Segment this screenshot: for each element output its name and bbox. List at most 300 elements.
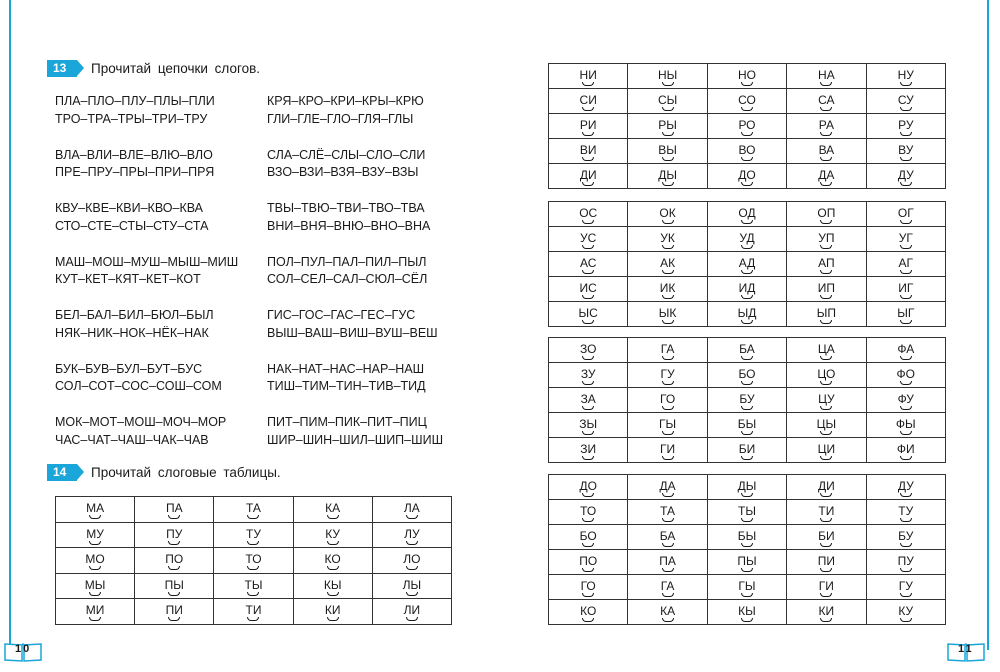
table-row [549,252,946,277]
syllable: ВА [819,144,835,161]
chain-pair [55,307,267,361]
syllable-cell [787,302,866,327]
syllable: РИ [580,119,597,136]
syllable: ОД [738,207,755,224]
syllable: ДУ [898,169,914,186]
syllable-cell [866,525,945,550]
syllable-cell [135,599,214,625]
syllable-cell [372,599,451,625]
syllable-cell [787,413,866,438]
chain-line: ТВЫ–ТВЮ–ТВИ–ТВО–ТВА [267,201,425,215]
syllable-cell [866,388,945,413]
syllable-cell [628,475,707,500]
chain-pair [55,200,267,254]
table-row [549,388,946,413]
syllable-cell [549,438,628,463]
syllable-cell [293,522,372,548]
syllable: ТО [580,505,596,522]
syllable-cell [549,139,628,164]
syllable: СА [818,94,834,111]
table-row [549,89,946,114]
syllable-cell [628,227,707,252]
syllable-cell [707,525,786,550]
chain-pair [267,254,467,308]
syllable: ДО [579,480,596,497]
syllable: ИГ [898,282,913,299]
syllable-cell [628,388,707,413]
syllable: ЦЫ [817,418,837,435]
table-row [549,277,946,302]
syllable: РУ [898,119,913,136]
syllable-cell [628,302,707,327]
chain-line: ВЛА–ВЛИ–ВЛЕ–ВЛЮ–ВЛО [55,147,213,162]
syllable: БО [738,368,755,385]
syllable: КЫ [738,605,756,622]
syllable: ДЫ [658,169,677,186]
syllable-cell [549,277,628,302]
syllable-cell [787,363,866,388]
table-row [56,599,452,625]
syllable-table-right-2 [548,201,946,327]
syllable: ОП [817,207,835,224]
syllable: РА [819,119,834,136]
syllable-cell [549,575,628,600]
syllable-cell [787,338,866,363]
syllable: КА [660,605,675,622]
syllable-cell [135,497,214,523]
syllable: МО [85,553,104,570]
syllable: БИ [818,530,835,547]
syllable: ИП [818,282,835,299]
syllable: ПУ [898,555,914,572]
syllable: ЗА [581,393,596,410]
chain-pair [55,147,267,201]
syllable: КЫ [324,579,342,596]
syllable-cell [56,522,135,548]
syllable: ЫД [738,307,757,324]
syllable: КИ [325,604,341,621]
syllable-table-right-1 [548,63,946,189]
syllable: ДУ [898,480,914,497]
syllable: ЫГ [897,307,914,324]
syllable-cell [135,548,214,574]
syllable-cell [866,363,945,388]
syllable-cell [214,497,293,523]
chain-line: БЕЛ–БАЛ–БИЛ–БЮЛ–БЫЛ [55,308,214,322]
right-margin-line [987,0,989,650]
syllable: ЦИ [818,443,836,460]
syllable: ТЫ [738,505,756,522]
syllable-cell [707,164,786,189]
syllable-cell [866,575,945,600]
syllable: КО [325,553,341,570]
syllable-cell [628,89,707,114]
syllable-cell [549,363,628,388]
syllable-cell [866,227,945,252]
chain-pair [55,361,267,415]
syllable-cell [628,114,707,139]
syllable: ГА [661,343,675,360]
syllable: ПИ [818,555,835,572]
syllable-cell [628,363,707,388]
syllable: ЦУ [818,393,835,410]
syllable: УГ [899,232,913,249]
table-row [549,500,946,525]
syllable: ДА [818,169,834,186]
table-row [549,413,946,438]
syllable: ЗЫ [579,418,597,435]
chain-line: ВНИ–ВНЯ–ВНЮ–ВНО–ВНА [267,218,431,233]
chain-line: МОК–МОТ–МОШ–МОЧ–МОР [55,415,227,429]
syllable-cell [549,525,628,550]
syllable-cell [549,302,628,327]
syllable-cell [787,575,866,600]
syllable: МУ [86,528,104,545]
chain-line: СОЛ–СОТ–СОС–СОШ–СОМ [55,379,222,393]
syllable: ВУ [898,144,913,161]
syllable-cell [549,500,628,525]
syllable-cell [293,548,372,574]
table-row [549,438,946,463]
syllable: ЛО [403,553,420,570]
chain-line: ВЫШ–ВАШ–ВИШ–ВУШ–ВЕШ [267,325,438,340]
syllable-cell [135,573,214,599]
syllable-cell [549,338,628,363]
chain-line: ЧАС–ЧАТ–ЧАШ–ЧАК–ЧАВ [55,432,209,447]
syllable-cell [787,550,866,575]
table-row [549,338,946,363]
syllable: НЫ [658,69,677,86]
syllable-table-right-3 [548,337,946,463]
syllable: УК [660,232,675,249]
syllable: ЫК [659,307,677,324]
syllable: ВО [739,144,756,161]
syllable-cell [56,599,135,625]
syllable: ГЫ [659,418,676,435]
table-row [549,227,946,252]
syllable: ТЫ [244,579,262,596]
syllable: ИД [739,282,756,299]
table-row [549,600,946,625]
syllable: ГИ [819,580,834,597]
syllable: БУ [739,393,754,410]
syllable: НО [738,69,756,86]
syllable-cell [866,277,945,302]
syllable: РЫ [658,119,677,136]
chain-line: НАК–НАТ–НАС–НАР–НАШ [267,361,425,376]
task-13-instruction: Прочитай цепочки слогов. [91,61,261,76]
syllable-cell [707,475,786,500]
syllable: ЛИ [404,604,421,621]
syllable: УД [739,232,754,249]
syllable-cell [214,548,293,574]
syllable-cell [787,202,866,227]
syllable: ГО [660,393,675,410]
syllable: ТА [246,502,261,519]
syllable-cell [628,600,707,625]
syllable: ЦО [817,368,835,385]
syllable: ТУ [246,528,261,545]
syllable-cell [293,599,372,625]
page-number-left [3,640,43,662]
syllable: ВИ [580,144,597,161]
syllable-cell [549,388,628,413]
syllable-cell [549,64,628,89]
task-14-header [47,464,281,481]
chain-pair [267,147,467,201]
syllable-cell [707,302,786,327]
chain-line: ГИС–ГОС–ГАС–ГЕС–ГУС [267,308,416,322]
syllable: ОК [659,207,675,224]
syllable-cell [628,277,707,302]
syllable-cell [866,139,945,164]
task-14-instruction: Прочитай слоговые таблицы. [91,465,281,480]
syllable-cell [214,573,293,599]
chain-line: ПОЛ–ПУЛ–ПАЛ–ПИЛ–ПЫЛ [267,254,427,269]
task-13-badge: 13 [47,60,77,77]
page-number-left-text: 10 [15,643,32,655]
chain-pair [267,361,467,415]
syllable: ВЫ [658,144,677,161]
syllable-cell [628,525,707,550]
syllable: ЛА [404,502,420,519]
chain-line: КРЯ–КРО–КРИ–КРЫ–КРЮ [267,94,424,108]
syllable-cell [787,277,866,302]
syllable-cell [787,438,866,463]
syllable-cell [549,89,628,114]
syllable-cell [549,114,628,139]
table-row [549,475,946,500]
chain-pair [267,200,467,254]
syllable-table-task14 [55,496,452,625]
chain-line: КУТ–КЕТ–КЯТ–КЕТ–КОТ [55,272,201,286]
syllable-cell [707,252,786,277]
syllable: ЛУ [404,528,420,545]
syllable: ПЫ [165,579,184,596]
chain-line: БУК–БУВ–БУЛ–БУТ–БУС [55,361,203,376]
syllable-cell [787,114,866,139]
syllable-cell [787,388,866,413]
syllable-cell [549,475,628,500]
table-row [56,522,452,548]
syllable-cell [628,438,707,463]
syllable: ПО [579,555,597,572]
syllable: КА [325,502,340,519]
syllable: МЫ [85,579,106,596]
syllable-cell [866,600,945,625]
syllable-cell [707,277,786,302]
syllable: ЗИ [580,443,596,460]
syllable-cell [707,139,786,164]
syllable-cell [372,548,451,574]
table-row [549,525,946,550]
syllable: РО [738,119,755,136]
syllable: ПА [166,502,183,519]
syllable-cell [707,600,786,625]
syllable-cell [628,413,707,438]
syllable: ФУ [898,393,914,410]
table-row [549,550,946,575]
syllable: ТУ [898,505,913,522]
syllable-cell [628,202,707,227]
syllable: ГУ [661,368,675,385]
syllable-cell [787,164,866,189]
syllable: КИ [819,605,835,622]
syllable: ФО [897,368,915,385]
syllable-cell [372,522,451,548]
syllable: ГУ [899,580,913,597]
chain-line: СТО–СТЕ–СТЫ–СТУ–СТА [55,218,209,233]
syllable: ФЫ [896,418,916,435]
syllable-cell [214,522,293,548]
left-margin-line [9,0,11,650]
chain-line: ГЛИ–ГЛЕ–ГЛО–ГЛЯ–ГЛЫ [267,111,414,126]
syllable-cell [787,600,866,625]
syllable-cell [372,497,451,523]
chain-line: МАШ–МОШ–МУШ–МЫШ–МИШ [55,254,239,269]
syllable-cell [866,338,945,363]
syllable-cell [866,164,945,189]
table-row [549,202,946,227]
syllable: ТО [245,553,261,570]
syllable-cell [707,89,786,114]
syllable-cell [549,202,628,227]
syllable-cell [56,573,135,599]
chain-line: КВУ–КВЕ–КВИ–КВО–КВА [55,201,203,215]
chain-line: ПИТ–ПИМ–ПИК–ПИТ–ПИЦ [267,415,427,429]
page-number-right [946,640,986,662]
syllable: АС [580,257,596,274]
syllable-cell [628,575,707,600]
syllable: БЫ [738,418,757,435]
syllable: БО [580,530,597,547]
chain-line: ТРО–ТРА–ТРЫ–ТРИ–ТРУ [55,111,208,126]
chain-pair [267,307,467,361]
syllable-cell [866,64,945,89]
chain-pair [267,414,467,468]
syllable: ИС [580,282,597,299]
syllable-cell [787,227,866,252]
syllable: МИ [86,604,105,621]
syllable-cell [628,550,707,575]
syllable-cell [866,252,945,277]
chain-pair [55,93,267,147]
syllable: БЫ [738,530,757,547]
table-row [56,548,452,574]
syllable: ДИ [580,169,597,186]
syllable: ПИ [166,604,183,621]
syllable: МА [86,502,104,519]
syllable-cell [707,114,786,139]
syllable: СУ [898,94,914,111]
syllable-cell [866,89,945,114]
syllable-cell [549,227,628,252]
syllable: КУ [325,528,340,545]
syllable-chains [55,93,475,468]
syllable-cell [707,363,786,388]
syllable: КО [580,605,596,622]
syllable-cell [787,64,866,89]
chain-line: НЯК–НИК–НОК–НЁК–НАК [55,325,209,340]
syllable: ПО [165,553,183,570]
syllable: НА [818,69,835,86]
syllable-cell [707,202,786,227]
syllable: ДА [660,480,676,497]
syllable-cell [787,500,866,525]
syllable: ФИ [897,443,915,460]
table-row [549,363,946,388]
chain-pair [267,93,467,147]
syllable: ГО [581,580,596,597]
table-row [549,164,946,189]
chain-line: ВЗО–ВЗИ–ВЗЯ–ВЗУ–ВЗЫ [267,165,419,179]
table-row [56,497,452,523]
syllable: УП [818,232,834,249]
syllable: СЫ [658,94,677,111]
syllable-cell [707,227,786,252]
syllable-cell [787,525,866,550]
syllable-cell [707,500,786,525]
syllable: ПА [659,555,676,572]
syllable-cell [628,338,707,363]
syllable-cell [866,550,945,575]
syllable: БА [739,343,755,360]
syllable-cell [549,413,628,438]
chain-line: СЛА–СЛЁ–СЛЫ–СЛО–СЛИ [267,147,426,162]
syllable: ФА [897,343,914,360]
syllable-cell [707,550,786,575]
syllable: НИ [580,69,597,86]
page-number-right-text: 11 [958,643,974,655]
syllable-cell [866,302,945,327]
syllable: АД [739,257,756,274]
chain-pair [55,254,267,308]
syllable: БА [660,530,676,547]
syllable: АК [660,257,675,274]
table-row [549,139,946,164]
syllable: ОС [579,207,597,224]
syllable-table-right-4 [548,474,946,625]
syllable: ДИ [818,480,835,497]
syllable: ПУ [166,528,182,545]
syllable-cell [707,438,786,463]
syllable-cell [549,164,628,189]
syllable: ЫП [817,307,836,324]
syllable: ЦА [818,343,835,360]
syllable-cell [135,522,214,548]
syllable: СИ [580,94,597,111]
syllable-cell [628,164,707,189]
syllable: ПЫ [737,555,756,572]
syllable-cell [372,573,451,599]
syllable: ОГ [898,207,914,224]
syllable-cell [549,252,628,277]
syllable-cell [628,252,707,277]
task-14-badge: 14 [47,464,77,481]
syllable-cell [787,139,866,164]
syllable: ЫС [579,307,598,324]
syllable-cell [787,475,866,500]
syllable: ДЫ [738,480,757,497]
table-row [549,575,946,600]
syllable-cell [866,500,945,525]
chain-pair [55,414,267,468]
syllable-cell [866,475,945,500]
syllable: ИК [660,282,676,299]
table-row [549,114,946,139]
syllable-cell [787,89,866,114]
syllable-cell [293,497,372,523]
